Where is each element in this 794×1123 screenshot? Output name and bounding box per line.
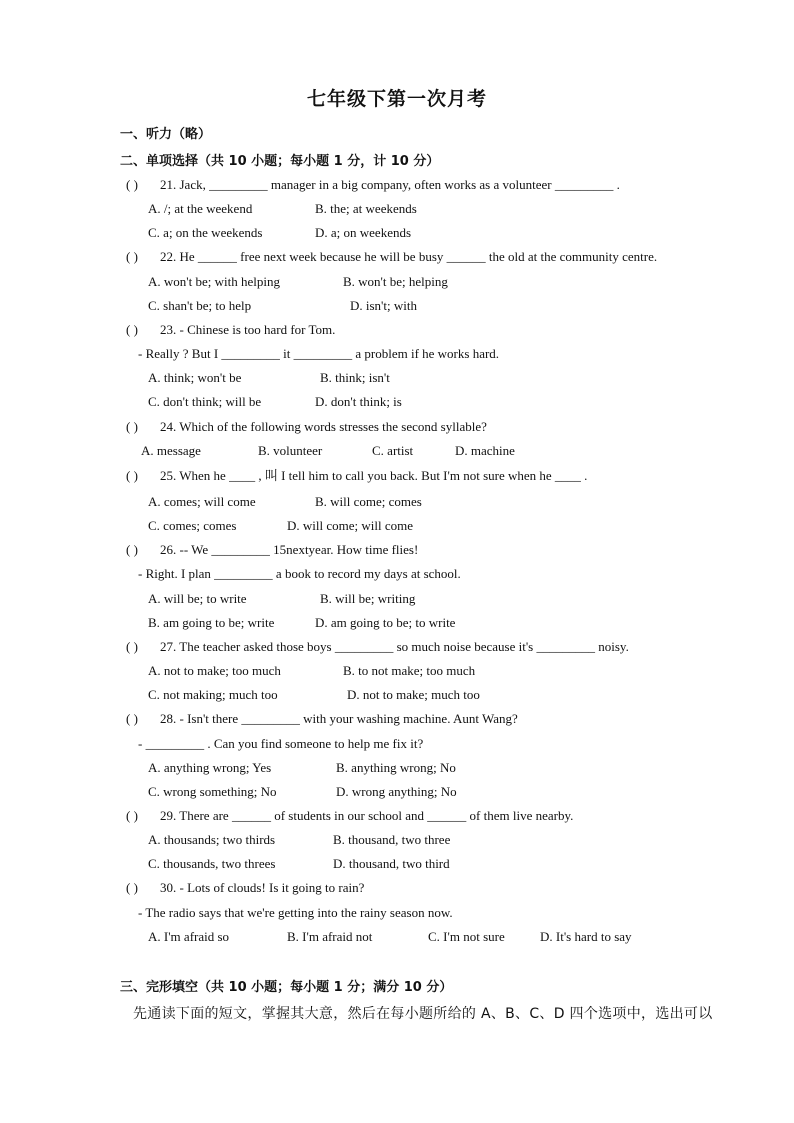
question-stem: 27. The teacher asked those boys _________ so much noise because it's _________ noisy. bbox=[160, 639, 629, 654]
answer-blank[interactable]: ( ) bbox=[126, 880, 138, 895]
option-d: D. machine bbox=[455, 443, 515, 458]
section-listening-heading: 一、听力（略） bbox=[120, 127, 212, 142]
question-24 bbox=[126, 419, 487, 435]
option-a: A. message bbox=[141, 443, 201, 458]
option-a: A. won't be; with helping bbox=[148, 274, 280, 289]
option-d: D. will come; will come bbox=[287, 518, 414, 533]
option-b: B. the; at weekends bbox=[315, 201, 417, 216]
option-d: D. isn't; with bbox=[350, 298, 417, 313]
question-30 bbox=[126, 880, 364, 896]
question-stem: 24. Which of the following words stresses the second syllable? bbox=[160, 419, 487, 434]
question-25 bbox=[126, 468, 587, 484]
page-title: 七年级下第一次月考 bbox=[306, 88, 487, 110]
question-23-reply: - Really ? But I _________ it _________ a problem if he works hard. bbox=[138, 346, 500, 361]
option-d: D. wrong anything; No bbox=[336, 784, 457, 799]
option-b: B. won't be; helping bbox=[343, 274, 448, 289]
option-b: B. thousand, two three bbox=[333, 832, 451, 847]
option-c: C. not making; much too bbox=[148, 687, 278, 702]
question-stem: 29. There are ______ of students in our school and ______ of them live nearby. bbox=[160, 808, 574, 823]
option-d: D. It's hard to say bbox=[540, 929, 632, 944]
answer-blank[interactable]: ( ) bbox=[126, 468, 138, 483]
option-a: A. will be; to write bbox=[148, 591, 247, 606]
option-c: C. comes; comes bbox=[148, 518, 237, 533]
question-26-reply: - Right. I plan _________ a book to record my days at school. bbox=[138, 566, 461, 581]
option-a: A. not to make; too much bbox=[148, 663, 281, 678]
option-c: C. artist bbox=[372, 443, 414, 458]
option-d: D. a; on weekends bbox=[315, 225, 412, 240]
question-stem: 30. - Lots of clouds! Is it going to rain? bbox=[160, 880, 365, 895]
option-c: C. shan't be; to help bbox=[148, 298, 252, 313]
section-single-choice-heading: 二、单项选择（共 10 小题；每小题 1 分，计 10 分） bbox=[120, 154, 440, 169]
option-b: B. anything wrong; No bbox=[336, 760, 456, 775]
option-b: B. to not make; too much bbox=[343, 663, 476, 678]
question-28-reply: - _________ . Can you find someone to help me fix it? bbox=[138, 736, 424, 751]
option-d: D. don't think; is bbox=[315, 394, 402, 409]
question-stem: 22. He ______ free next week because he will be busy ______ the old at the community centre. bbox=[160, 249, 658, 264]
answer-blank[interactable]: ( ) bbox=[126, 419, 138, 434]
answer-blank[interactable]: ( ) bbox=[126, 711, 138, 726]
option-a: A. comes; will come bbox=[148, 494, 256, 509]
option-c: C. thousands, two threes bbox=[148, 856, 276, 871]
question-stem: 25. When he ____ , 叫 I tell him to call you back. But I'm not sure when he ____ . bbox=[160, 468, 588, 483]
option-d: D. not to make; much too bbox=[347, 687, 480, 702]
answer-blank[interactable]: ( ) bbox=[126, 808, 138, 823]
answer-blank[interactable]: ( ) bbox=[126, 639, 138, 654]
option-a: A. anything wrong; Yes bbox=[148, 760, 272, 775]
option-c: C. don't think; will be bbox=[148, 394, 262, 409]
option-a: A. I'm afraid so bbox=[148, 929, 230, 944]
option-c: C. I'm not sure bbox=[428, 929, 505, 944]
question-stem: 26. -- We _________ 15nextyear. How time flies! bbox=[160, 542, 419, 557]
question-23 bbox=[126, 322, 335, 338]
question-stem: 21. Jack, _________ manager in a big company, often works as a volunteer _________ . bbox=[160, 177, 620, 192]
option-a: A. /; at the weekend bbox=[148, 201, 253, 216]
section-cloze-heading: 三、完形填空（共 10 小题；每小题 1 分；满分 10 分） bbox=[120, 980, 453, 995]
question-28 bbox=[126, 711, 518, 727]
option-a: A. think; won't be bbox=[148, 370, 242, 385]
option-c: B. am going to be; write bbox=[148, 615, 275, 630]
question-22 bbox=[126, 249, 657, 265]
answer-blank[interactable]: ( ) bbox=[126, 249, 138, 264]
option-b: B. think; isn't bbox=[320, 370, 390, 385]
option-b: B. will be; writing bbox=[320, 591, 416, 606]
option-b: B. volunteer bbox=[258, 443, 323, 458]
question-30-reply: - The radio says that we're getting into the rainy season now. bbox=[138, 905, 453, 920]
question-21 bbox=[126, 177, 620, 193]
question-stem: 28. - Isn't there _________ with your washing machine. Aunt Wang? bbox=[160, 711, 518, 726]
answer-blank[interactable]: ( ) bbox=[126, 322, 138, 337]
question-26 bbox=[126, 542, 418, 558]
option-d: D. thousand, two third bbox=[333, 856, 450, 871]
option-a: A. thousands; two thirds bbox=[148, 832, 276, 847]
question-29 bbox=[126, 808, 573, 824]
answer-blank[interactable]: ( ) bbox=[126, 177, 138, 192]
question-stem: 23. - Chinese is too hard for Tom. bbox=[160, 322, 336, 337]
cloze-instructions: 先通读下面的短文，掌握其大意，然后在每小题所给的 A、B、C、D 四个选项中，选出可以 bbox=[133, 1006, 713, 1022]
answer-blank[interactable]: ( ) bbox=[126, 542, 138, 557]
option-d: D. am going to be; to write bbox=[315, 615, 456, 630]
question-27 bbox=[126, 639, 629, 655]
option-b: B. will come; comes bbox=[315, 494, 422, 509]
option-b: B. I'm afraid not bbox=[287, 929, 373, 944]
option-c: C. wrong something; No bbox=[148, 784, 277, 799]
option-c: C. a; on the weekends bbox=[148, 225, 263, 240]
